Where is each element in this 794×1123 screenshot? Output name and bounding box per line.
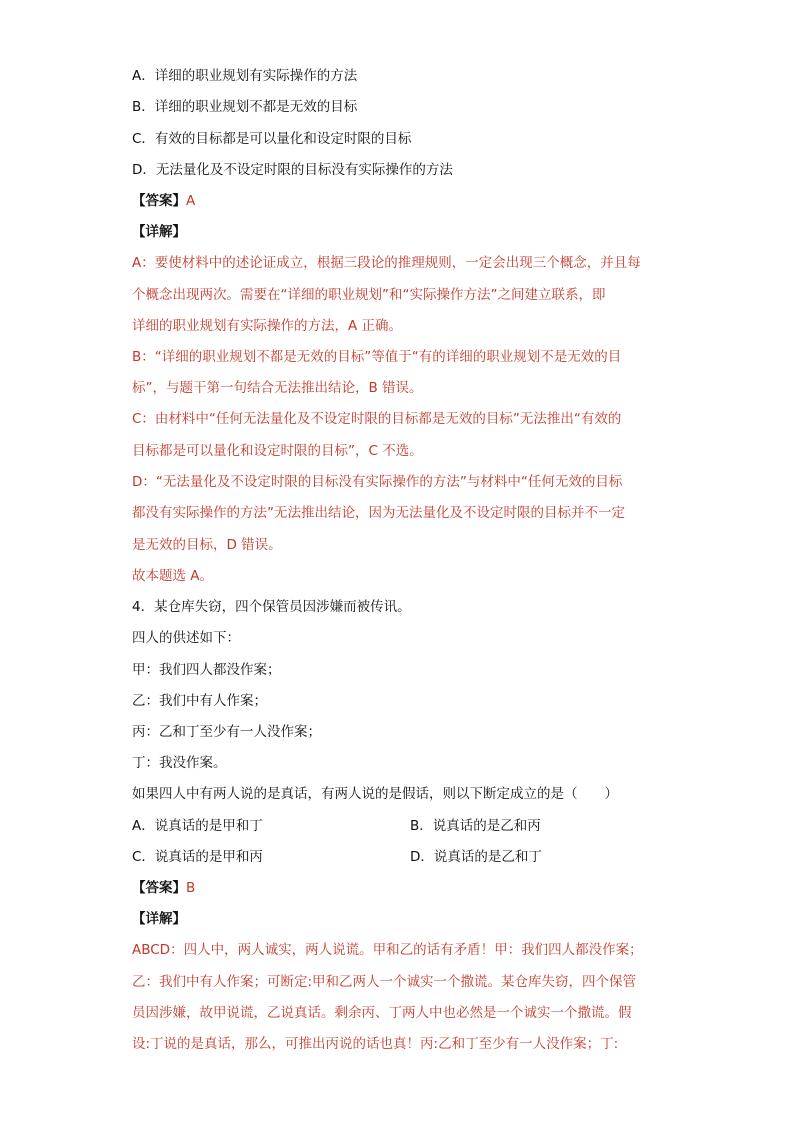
q4-stem-line: 丙：乙和丁至少有一人没作案； bbox=[132, 724, 321, 740]
q3-detail-label: 【详解】 bbox=[132, 224, 186, 240]
q3-answer bbox=[132, 191, 195, 211]
q4-option-b: B．说真话的是乙和丙 bbox=[410, 818, 541, 834]
q3-option-d: D．无法量化及不设定时限的目标没有实际操作的方法 bbox=[132, 162, 453, 178]
q4-stem-line: 乙：我们中有人作案； bbox=[132, 693, 267, 709]
q4-explanation-line: ABCD：四人中，两人诚实，两人说谎。甲和乙的话有矛盾！甲：我们四人都没作案； bbox=[132, 942, 643, 958]
q4-stem-line: 甲：我们四人都没作案； bbox=[132, 662, 281, 678]
q4-option-c: C．说真话的是甲和丙 bbox=[132, 849, 263, 865]
q3-explanation-line: 是无效的目标，D 错误。 bbox=[132, 537, 282, 553]
q3-explanation-line: 都没有实际操作的方法”无法推出结论，因为无法量化及不设定时限的目标并不一定 bbox=[132, 505, 625, 521]
q3-explanation-line: D：“无法量化及不设定时限的目标没有实际操作的方法”与材料中“任何无效的目标 bbox=[132, 474, 623, 490]
q3-explanation-line: B：“详细的职业规划不都是无效的目标”等值于“有的详细的职业规划不是无效的目 bbox=[132, 349, 622, 365]
q3-explanation-line: 详细的职业规划有实际操作的方法，A 正确。 bbox=[132, 318, 403, 334]
answer-label: 【答案】 bbox=[132, 193, 186, 209]
q3-option-c: C．有效的目标都是可以量化和设定时限的目标 bbox=[132, 131, 412, 147]
q3-explanation-line: A：要使材料中的述论证成立，根据三段论的推理规则，一定会出现三个概念，并且每 bbox=[132, 255, 641, 271]
q3-option-a: A．详细的职业规划有实际操作的方法 bbox=[132, 68, 358, 84]
q4-explanation-line: 乙：我们中有人作案；可断定:甲和乙两人一个诚实一个撒谎。某仓库失窃，四个保管 bbox=[132, 974, 637, 990]
q3-explanation-line: C：由材料中“任何无法量化及不设定时限的目标都是无效的目标”无法推出“有效的 bbox=[132, 411, 622, 427]
q4-explanation-line: 设:丁说的是真话，那么，可推出丙说的话也真！丙:乙和丁至少有一人没作案；丁: bbox=[132, 1036, 619, 1052]
q4-question: 如果四人中有两人说的是真话，有两人说的是假话，则以下断定成立的是（ ） bbox=[132, 786, 618, 802]
q4-stem-line: 丁：我没作案。 bbox=[132, 755, 227, 771]
q3-explanation-line: 个概念出现两次。需要在“详细的职业规划”和“实际操作方法”之间建立联系，即 bbox=[132, 287, 606, 303]
q4-stem-line: 四人的供述如下： bbox=[132, 630, 240, 646]
q4-option-d: D．说真话的是乙和丁 bbox=[410, 849, 542, 865]
answer-value: B bbox=[186, 880, 196, 896]
q3-explanation-line: 目标都是可以量化和设定时限的目标”，C 不选。 bbox=[132, 443, 423, 459]
answer-value: A bbox=[186, 193, 196, 209]
q4-detail-label: 【详解】 bbox=[132, 911, 186, 927]
answer-label: 【答案】 bbox=[132, 880, 186, 896]
q4-explanation-line: 员因涉嫌，故甲说谎，乙说真话。剩余丙、丁两人中也必然是一个诚实一个撒谎。假 bbox=[132, 1005, 632, 1021]
q4-stem-line: 4．某仓库失窃，四个保管员因涉嫌而被传讯。 bbox=[132, 599, 411, 615]
q4-option-a: A．说真话的是甲和丁 bbox=[132, 818, 263, 834]
q4-answer bbox=[132, 878, 195, 898]
q3-explanation-line: 标”，与题干第一句结合无法推出结论，B 错误。 bbox=[132, 380, 423, 396]
q3-option-b: B．详细的职业规划不都是无效的目标 bbox=[132, 99, 358, 115]
q3-conclusion: 故本题选 A。 bbox=[132, 568, 214, 584]
